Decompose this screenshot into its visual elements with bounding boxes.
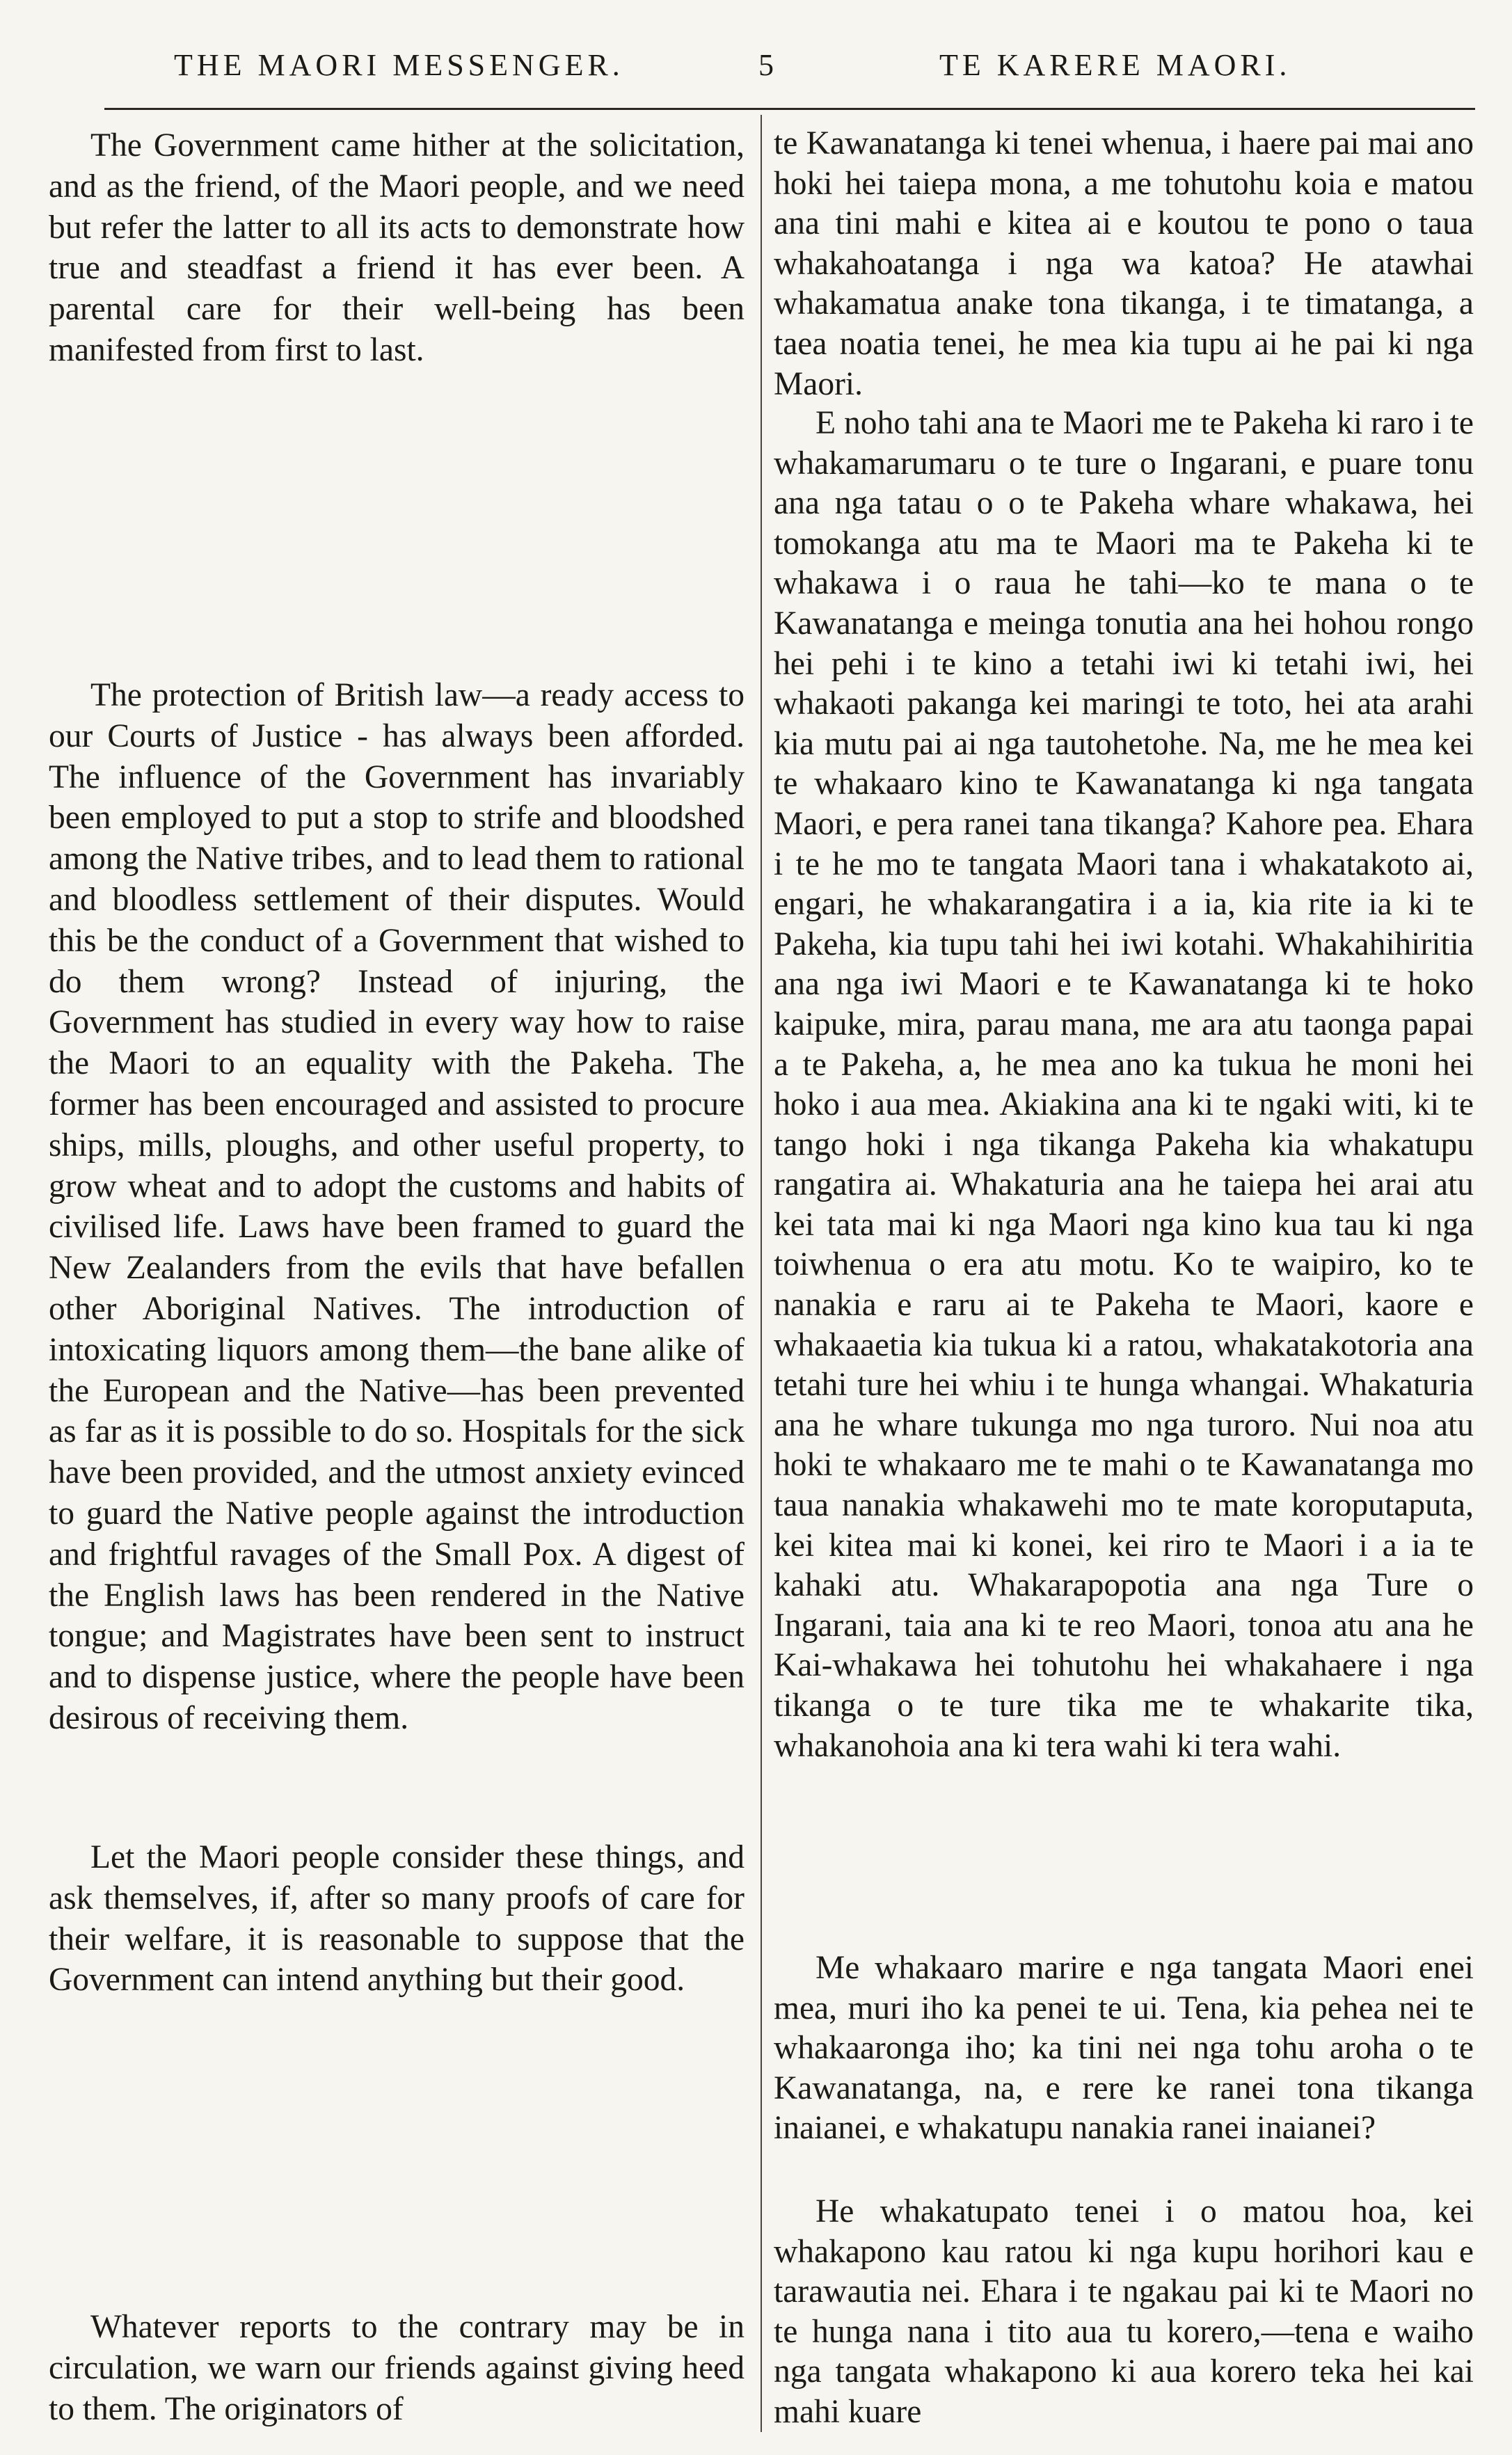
maori-paragraph-1: te Kawanatanga ki tenei whenua, i haere pai mai ano hoki hei taiepa mona, a me tohutohu koia e matou ana tini mahi e kitea ai e koutou te pono o taua whakahoatanga i nga wa katoa? He atawhai whakamatua anake tona tikanga, i te timatanga, a taea noatia tenei, he mea kia tupu ai he pai ki nga Maori.	[774, 125, 1474, 402]
english-paragraph-4: Whatever reports to the contrary may be in circulation, we warn our friends against giving heed to them. The originators of	[49, 2309, 745, 2427]
header-rule	[104, 108, 1475, 110]
column-divider	[761, 115, 762, 2432]
page-header	[0, 42, 1512, 97]
english-paragraph-1: The Government came hither at the solicitation, and as the friend, of the Maori people, and we need but refer the latter to all its acts to demonstrate how true and steadfast a friend it has ever been. A parental care for their well-being has been manifested from first to last.	[49, 127, 745, 368]
maori-paragraph-3: Me whakaaro marire e nga tangata Maori enei mea, muri iho ka penei te ui. Tena, kia pehea nei te whakaaronga iho; ka tini nei nga tohu aroha o te Kawanatanga, na, e rere ke ranei tona tikanga inaianei, e whakatupu nanakia ranei inaianei?	[774, 1950, 1474, 2147]
maori-paragraph-2: E noho tahi ana te Maori me te Pakeha ki raro i te whakamarumaru o te ture o Ingarani, e puare tonu ana nga tatau o o te Pakeha whare whakawa, hei tomokanga atu ma te Maori ma te Pakeha ki te whakawa i o raua he tahi—ko te mana o te Kawanatanga e meinga tonutia ana hei hohou rongo hei pehi i te kino a tetahi iwi ki tetahi iwi, hei whakaoti pakanga kei maringi te toto, hei ata arahi kia mutu pai ai nga tautohetohe. Na, me he mea kei te whakaaro kino te Kawanatanga ki nga tangata Maori, e pera ranei tana tikanga? Kahore pea. Ehara i te he mo te tangata Maori tana i whakatakoto ai, engari, he whakarangatira i a ia, kia rite ia ki te Pakeha, kia tupu tahi hei iwi kotahi. Whakahihiritia ana nga iwi Maori e te Kawanatanga ki te hoko kaipuke, mira, parau mana, me ara atu taonga papai a te Pakeha, a, he mea ano ka tukua he moni hei hoko i aua mea. Akiakina ana ki te ngaki witi, ki te tango hoki i nga tikanga Pakeha kia whakatupu rangatira ai. Whakaturia ana he taiepa hei arai atu kei tata mai ki nga Maori nga kino kua tau ki nga toiwhenua o era atu motu. Ko te waipiro, ko te nanakia e raru ai te Pakeha te Maori, kaore e whakaaetia kia tukua ki a ratou, whakatakotoria ana tetahi ture hei whiu i te hunga whangai. Whakaturia ana he whare tukunga mo nga turoro. Nui noa atu hoki te whakaaro me te mahi o te Kawanatanga mo taua nanakia whakawehi mo te mate koroputaputa, kei kitea mai ki konei, kei riro te Maori i a ia te kahaki atu. Whakarapopotia ana nga Ture o Ingarani, taia ana ki te reo Maori, tonoa atu ana he Kai-whakawa hei tohutohu hei whakahaere i nga tikanga o te ture tika me te whakarite tika, whakanohoia ana ki tera wahi ki tera wahi.	[774, 405, 1474, 1764]
page-number: 5	[758, 48, 774, 82]
english-paragraph-2: The protection of British law—a ready access to our Courts of Justice - has always been afforded. The influence of the Government has invariably been employed to put a stop to strife and bloodshed among the Native tribes, and to lead them to rational and bloodless settlement of their disputes. Would this be the conduct of a Government that wished to do them wrong? Instead of injuring, the Government has studied in every way how to raise the Maori to an equality with the Pakeha. The former has been encouraged and assisted to procure ships, mills, ploughs, and other useful property, to grow wheat and to adopt the customs and habits of civilised life. Laws have been framed to guard the New Zealanders from the evils that have befallen other Aboriginal Natives. The introduction of intoxicating liquors among them—the bane alike of the European and the Native—has been prevented as far as it is possible to do so. Hospitals for the sick have been provided, and the utmost anxiety evinced to guard the Native people against the introduction and frightful ravages of the Small Pox. A digest of the English laws has been rendered in the Native tongue; and Magistrates have been sent to instruct and to dispense justice, where the people have been desirous of receiving them.	[49, 677, 745, 1736]
maori-paragraph-4: He whakatupato tenei i o matou hoa, kei whakapono kau ratou ki nga kupu horihori kau e tarawautia nei. Ehara i te ngakau pai ki te Maori no te hunga nana i tito aua tu korero,—tena e waiho nga tangata whakapono ki aua korero teka hei kai mahi kuare	[774, 2193, 1474, 2430]
english-masthead: THE MAORI MESSENGER.	[174, 48, 624, 82]
maori-masthead: TE KARERE MAORI.	[939, 48, 1291, 82]
english-paragraph-3: Let the Maori people consider these things, and ask themselves, if, after so many proofs of care for their welfare, it is reasonable to suppose that the Government can intend anything but their good.	[49, 1839, 745, 1999]
